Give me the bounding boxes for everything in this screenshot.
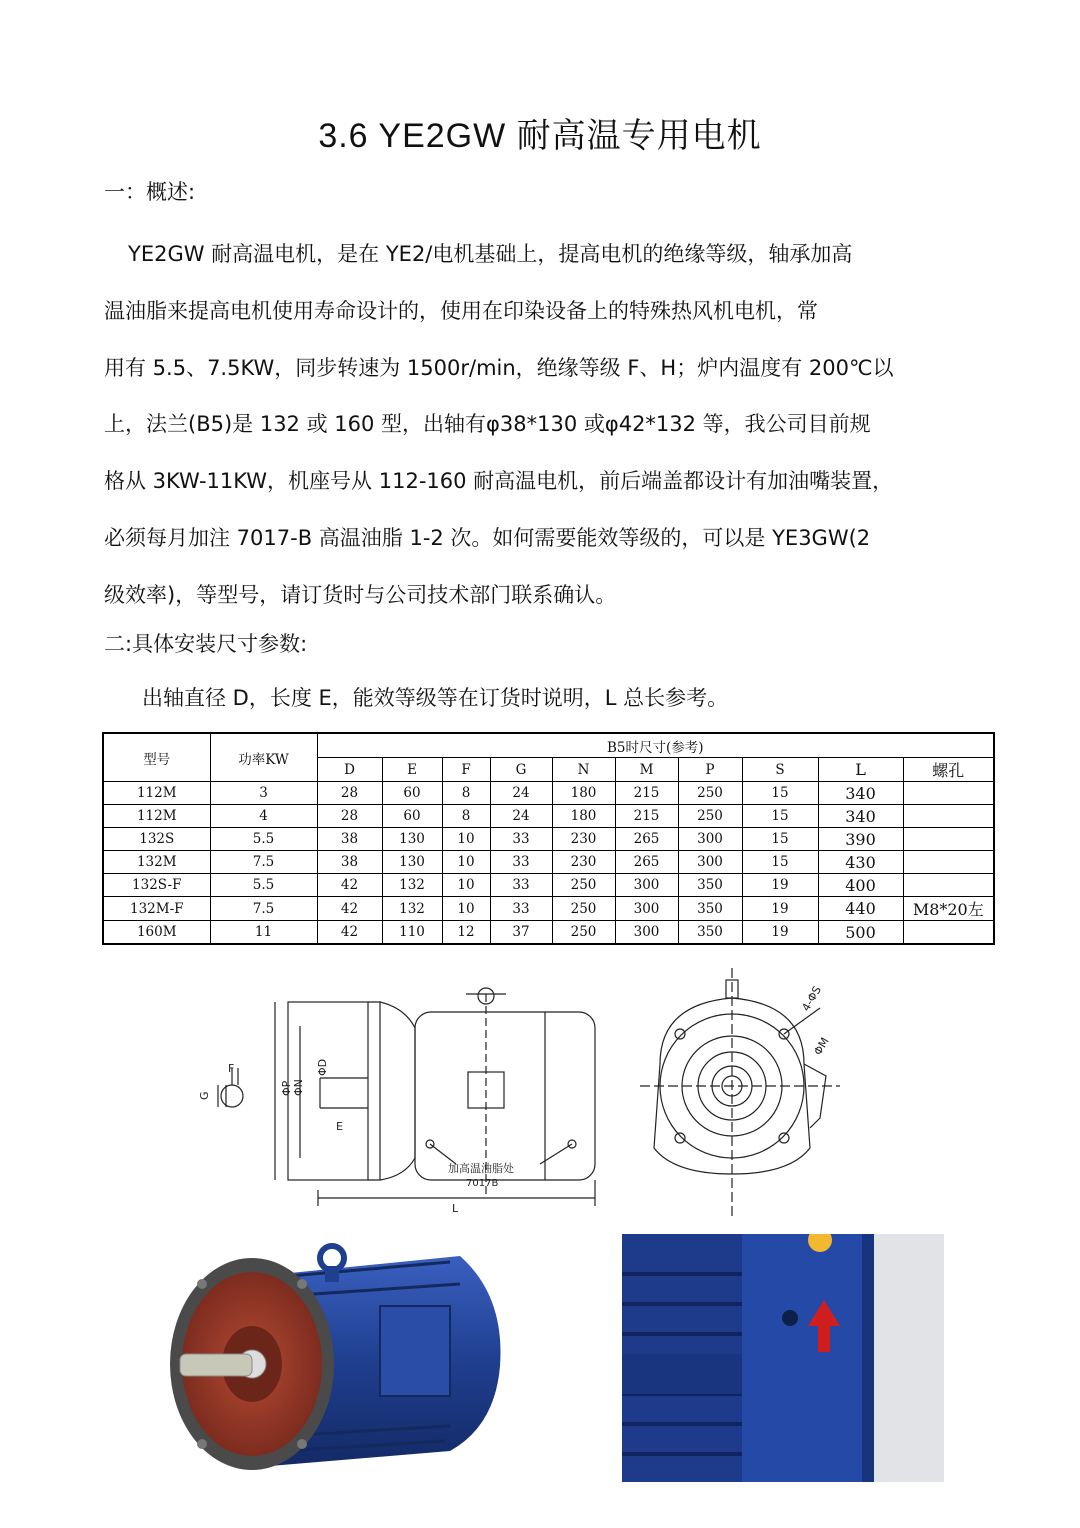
table-cell bbox=[903, 805, 994, 828]
table-cell: 4 bbox=[210, 805, 317, 828]
table-cell: 300 bbox=[678, 851, 742, 874]
table-cell: 230 bbox=[552, 851, 615, 874]
table-cell: 180 bbox=[552, 805, 615, 828]
table-row bbox=[103, 828, 994, 851]
header-dim: E bbox=[382, 758, 442, 782]
paragraph-line: YE2GW 耐高温电机，是在 YE2/电机基础上，提高电机的绝缘等级，轴承加高 bbox=[128, 242, 853, 266]
header-power: 功率KW bbox=[210, 733, 317, 782]
table-cell: 132 bbox=[382, 897, 442, 921]
table-cell: 350 bbox=[678, 921, 742, 945]
table-cell: 10 bbox=[442, 874, 490, 897]
table-cell: 19 bbox=[742, 921, 818, 945]
table-cell: 300 bbox=[615, 921, 678, 945]
label-E: E bbox=[336, 1120, 343, 1133]
table-cell: 12 bbox=[442, 921, 490, 945]
section-heading-overview: 一：概述: bbox=[104, 180, 196, 204]
table-cell: 8 bbox=[442, 782, 490, 805]
table-cell: 15 bbox=[742, 782, 818, 805]
label-N: ΦN bbox=[292, 1079, 305, 1096]
table-cell: 440 bbox=[818, 897, 903, 921]
table-cell: 132 bbox=[382, 874, 442, 897]
label-L: L bbox=[452, 1202, 459, 1215]
table-cell: 250 bbox=[552, 874, 615, 897]
table-cell: 215 bbox=[615, 805, 678, 828]
paragraph-line: 温油脂来提高电机使用寿命设计的，使用在印染设备上的特殊热风机电机，常 bbox=[104, 298, 818, 323]
table-cell bbox=[903, 828, 994, 851]
header-dim: 螺孔 bbox=[903, 758, 994, 782]
table-cell: 132S-F bbox=[103, 874, 210, 897]
table-cell: 215 bbox=[615, 782, 678, 805]
table-row bbox=[103, 805, 994, 828]
label-F: F bbox=[228, 1062, 235, 1075]
paragraph-line: 级效率)，等型号，请订货时与公司技术部门联系确认。 bbox=[104, 582, 617, 607]
table-cell: 10 bbox=[442, 897, 490, 921]
motor-photo bbox=[160, 1236, 520, 1476]
table-cell: 130 bbox=[382, 851, 442, 874]
side-view-drawing bbox=[190, 968, 610, 1218]
table-cell: 132S bbox=[103, 828, 210, 851]
header-model: 型号 bbox=[103, 733, 210, 782]
grease-port-photo bbox=[622, 1234, 944, 1482]
table-cell: 38 bbox=[317, 851, 382, 874]
paragraph-line: 用有 5.5、7.5KW，同步转速为 1500r/min，绝缘等级 F、H；炉内温度有 200℃以 bbox=[104, 355, 894, 380]
header-dim: F bbox=[442, 758, 490, 782]
paragraph-line: 格从 3KW-11KW，机座号从 112-160 耐高温电机，前后端盖都设计有加油嘴装置， bbox=[104, 469, 894, 494]
table-cell: 300 bbox=[678, 828, 742, 851]
table-cell: 112M bbox=[103, 782, 210, 805]
table-cell: 230 bbox=[552, 828, 615, 851]
table-cell: 28 bbox=[317, 805, 382, 828]
table-cell: 265 bbox=[615, 851, 678, 874]
table-cell: 110 bbox=[382, 921, 442, 945]
table-cell: 24 bbox=[490, 805, 552, 828]
header-dim: G bbox=[490, 758, 552, 782]
table-cell: 33 bbox=[490, 828, 552, 851]
overview-paragraph bbox=[104, 226, 980, 624]
table-cell bbox=[903, 782, 994, 805]
table-cell: 19 bbox=[742, 897, 818, 921]
table-cell: 7.5 bbox=[210, 897, 317, 921]
table-cell: 37 bbox=[490, 921, 552, 945]
table-cell: 7.5 bbox=[210, 851, 317, 874]
table-cell: 5.5 bbox=[210, 874, 317, 897]
order-note: 出轴直径 D，长度 E，能效等级等在订货时说明，L 总长参考。 bbox=[142, 686, 729, 710]
front-view-drawing bbox=[640, 968, 850, 1218]
table-cell: 400 bbox=[818, 874, 903, 897]
table-cell: 430 bbox=[818, 851, 903, 874]
table-row bbox=[103, 782, 994, 805]
table-cell: 33 bbox=[490, 897, 552, 921]
table-cell: 15 bbox=[742, 828, 818, 851]
table-cell: 350 bbox=[678, 897, 742, 921]
table-cell: 112M bbox=[103, 805, 210, 828]
page-title: 3.6 YE2GW 耐高温专用电机 bbox=[318, 117, 762, 155]
table-cell: 11 bbox=[210, 921, 317, 945]
table-cell: 300 bbox=[615, 874, 678, 897]
table-cell: 350 bbox=[678, 874, 742, 897]
table-cell bbox=[903, 921, 994, 945]
table-cell: M8*20左 bbox=[903, 897, 994, 921]
label-M: ΦM bbox=[811, 1035, 832, 1058]
header-dim: L bbox=[818, 758, 903, 782]
header-b5-dimensions: B5时尺寸(参考) bbox=[317, 733, 994, 758]
table-cell: 10 bbox=[442, 851, 490, 874]
table-cell: 340 bbox=[818, 805, 903, 828]
label-grease: 加高温油脂处 bbox=[448, 1162, 514, 1175]
table-cell bbox=[903, 874, 994, 897]
table-row bbox=[103, 851, 994, 874]
header-dim: D bbox=[317, 758, 382, 782]
paragraph-line: 上，法兰(B5)是 132 或 160 型，出轴有φ38*130 或φ42*132 等，我公司目前规 bbox=[104, 412, 871, 437]
table-cell: 500 bbox=[818, 921, 903, 945]
table-row bbox=[103, 874, 994, 897]
header-dim: M bbox=[615, 758, 678, 782]
table-cell: 10 bbox=[442, 828, 490, 851]
table-cell: 15 bbox=[742, 805, 818, 828]
paragraph-line: 必须每月加注 7017-B 高温油脂 1-2 次。如何需要能效等级的，可以是 YE3GW(2 bbox=[104, 525, 871, 550]
table-cell: 19 bbox=[742, 874, 818, 897]
table-cell: 24 bbox=[490, 782, 552, 805]
table-cell: 42 bbox=[317, 921, 382, 945]
table-cell: 160M bbox=[103, 921, 210, 945]
table-cell: 132M bbox=[103, 851, 210, 874]
table-cell: 38 bbox=[317, 828, 382, 851]
table-cell: 15 bbox=[742, 851, 818, 874]
table-cell: 180 bbox=[552, 782, 615, 805]
table-cell: 33 bbox=[490, 851, 552, 874]
table-cell: 300 bbox=[615, 897, 678, 921]
table-cell: 250 bbox=[678, 782, 742, 805]
table-cell: 250 bbox=[552, 897, 615, 921]
label-D: ΦD bbox=[316, 1058, 329, 1076]
dimension-table bbox=[102, 732, 995, 945]
table-cell: 130 bbox=[382, 828, 442, 851]
table-cell: 3 bbox=[210, 782, 317, 805]
table-cell: 42 bbox=[317, 897, 382, 921]
table-row bbox=[103, 897, 994, 921]
table-row bbox=[103, 921, 994, 945]
table-cell bbox=[903, 851, 994, 874]
header-dim: N bbox=[552, 758, 615, 782]
header-dim: P bbox=[678, 758, 742, 782]
header-dim: S bbox=[742, 758, 818, 782]
table-cell: 60 bbox=[382, 805, 442, 828]
table-cell: 340 bbox=[818, 782, 903, 805]
table-cell: 132M-F bbox=[103, 897, 210, 921]
table-cell: 250 bbox=[678, 805, 742, 828]
table-cell: 60 bbox=[382, 782, 442, 805]
table-cell: 33 bbox=[490, 874, 552, 897]
table-cell: 28 bbox=[317, 782, 382, 805]
section-heading-dimensions: 二:具体安装尺寸参数: bbox=[104, 632, 308, 656]
table-cell: 390 bbox=[818, 828, 903, 851]
label-grease-code: 7017B bbox=[466, 1178, 499, 1189]
table-cell: 250 bbox=[552, 921, 615, 945]
label-P: ΦP bbox=[280, 1080, 293, 1096]
table-cell: 42 bbox=[317, 874, 382, 897]
table-cell: 5.5 bbox=[210, 828, 317, 851]
label-holes: 4-ΦS bbox=[799, 983, 824, 1014]
label-G: G bbox=[198, 1091, 211, 1100]
table-cell: 8 bbox=[442, 805, 490, 828]
table-cell: 265 bbox=[615, 828, 678, 851]
